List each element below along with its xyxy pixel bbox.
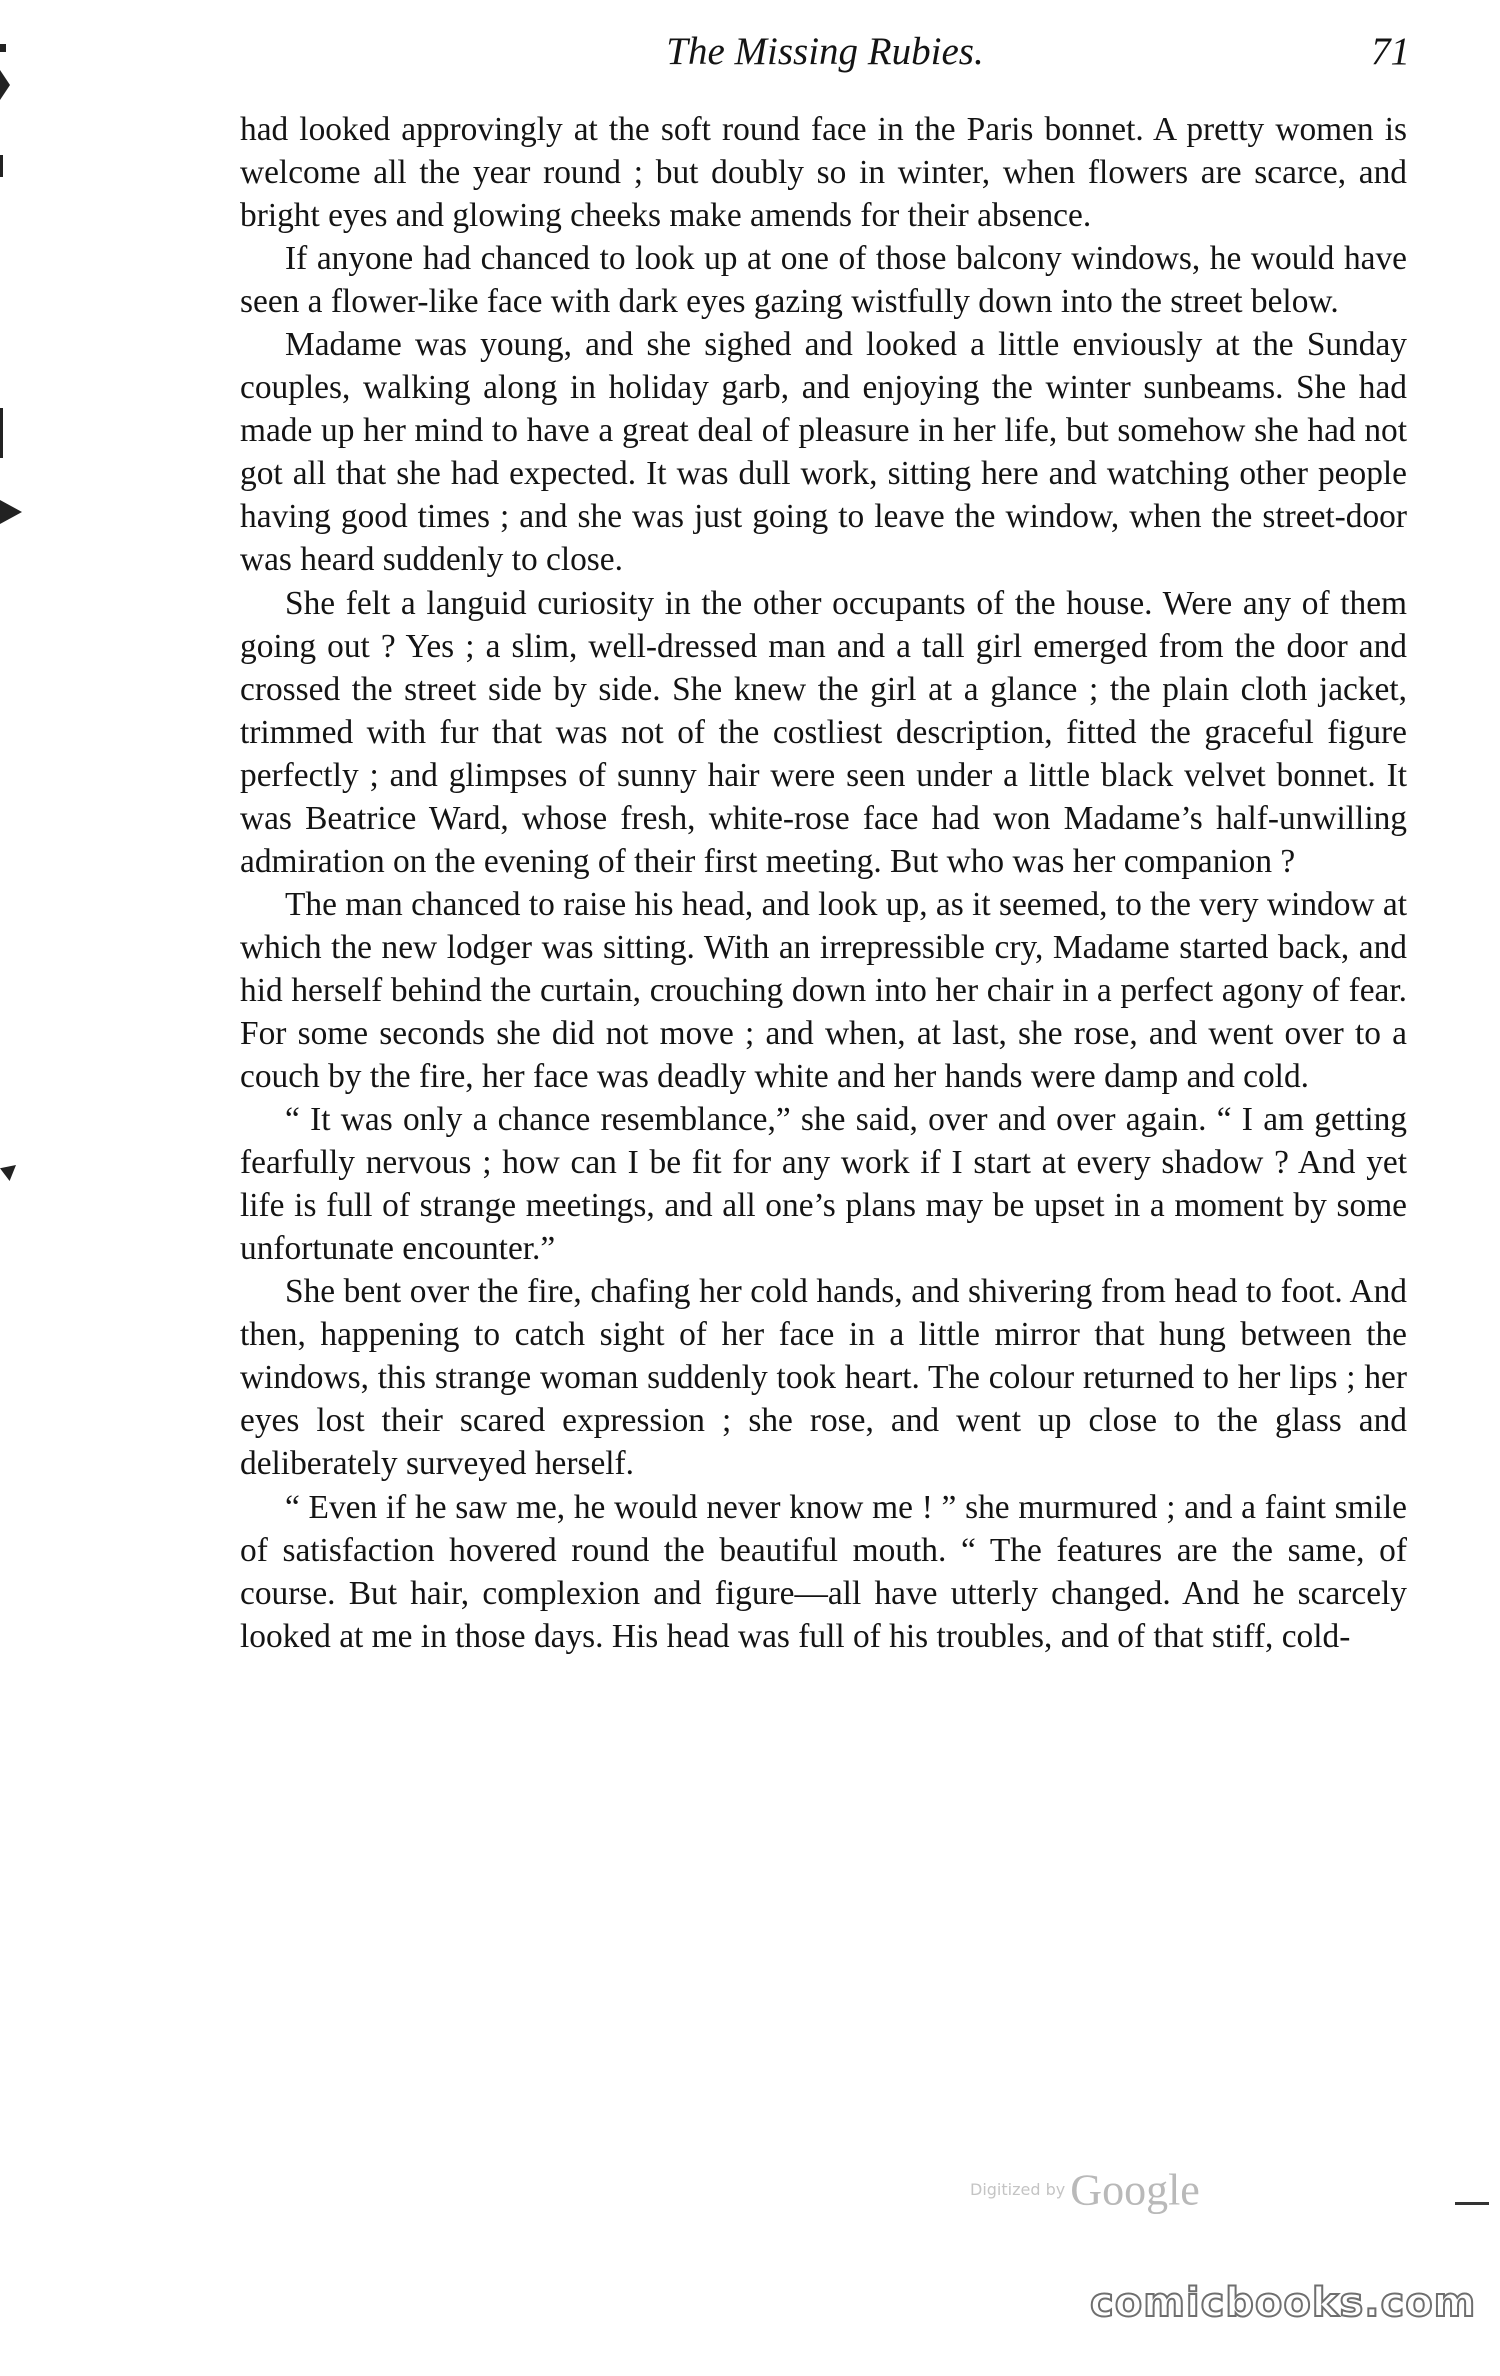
page-header bbox=[240, 28, 1410, 88]
digitized-prefix: Digitized by bbox=[970, 2180, 1066, 2199]
footer-dash bbox=[1455, 2202, 1489, 2205]
margin-mark bbox=[0, 155, 3, 177]
paragraph-2: If anyone had chanced to look up at one of those balcony windows, he would have seen a flower-like face with dark eyes gazing wistfully down into the street below. bbox=[240, 240, 1407, 321]
paragraph-6: “ It was only a chance resemblance,” she said, over and over again. “ I am getting fearfully nervous ; how can I be fit for any work if I start at every shadow ? And yet life is full of strange meetings, and all one’s plans may be upset in a moment by some unfortunate encounter.” bbox=[240, 1101, 1407, 1268]
margin-mark bbox=[0, 408, 3, 458]
paragraph-8: “ Even if he saw me, he would never know me ! ” she murmured ; and a faint smile of satisfaction hovered round the beautiful mouth. “ The features are the same, of course. But hair, complexion and figure—all have utterly changed. And he scarcely looked at me in those days. His head was full of his troubles, and of that stiff, cold- bbox=[240, 1488, 1407, 1655]
margin-mark bbox=[0, 500, 22, 524]
paragraph-4: She felt a languid curiosity in the other occupants of the house. Were any of them going out ? Yes ; a slim, well-dressed man and a tall girl emerged from the door and crossed the street side by side. She knew the girl at a glance ; the plain cloth jacket, trimmed with fur that was not of the costliest description, fitted the graceful figure perfectly ; and glimpses of sunny hair were seen under a little black velvet bonnet. It was Beatrice Ward, whose fresh, white-rose face had won Madame’s half-unwilling admiration on the evening of their first meeting. But who was her companion ? bbox=[240, 584, 1407, 880]
body-text bbox=[240, 108, 1407, 1658]
paragraph-5: The man chanced to raise his head, and look up, as it seemed, to the very window at which the new lodger was sitting. With an irrepressible cry, Madame started back, and hid herself behind the curtain, crouching down into her chair in a perfect agony of fear. For some seconds she did not move ; and when, at last, she rose, and went over to a couch by the fire, her face was deadly white and her hands were damp and cold. bbox=[240, 885, 1407, 1096]
google-logo: Google bbox=[1070, 2165, 1200, 2215]
margin-mark bbox=[0, 1165, 16, 1181]
page-footer bbox=[960, 2150, 1477, 2350]
margin-mark bbox=[0, 70, 10, 100]
paragraph-1: had looked approvingly at the soft round face in the Paris bonnet. A pretty women is welcome all the year round ; but doubly so in winter, when flowers are scarce, and bright eyes and glowing cheeks make amends for their absence. bbox=[240, 111, 1407, 235]
margin-mark bbox=[0, 44, 6, 52]
page-number: 71 bbox=[1371, 30, 1410, 73]
paragraph-7: She bent over the fire, chafing her cold hands, and shivering from head to foot. And then, happening to catch sight of her face in a little mirror that hung between the windows, this strange woman suddenly took heart. The colour returned to her lips ; her eyes lost their scared expression ; she rose, and went up close to the glass and deliberately surveyed herself. bbox=[240, 1273, 1407, 1483]
site-watermark: comicbooks.com bbox=[1090, 2280, 1477, 2326]
digitized-notice bbox=[970, 2165, 1200, 2215]
paragraph-3: Madame was young, and she sighed and looked a little enviously at the Sunday couples, walking along in holiday garb, and enjoying the winter sunbeams. She had made up her mind to have a great deal of pleasure in her life, but somehow she had not got all that she had expected. It was dull work, sitting here and watching other people having good times ; and she was just going to leave the window, when the street-door was heard suddenly to close. bbox=[240, 326, 1407, 579]
running-title: The Missing Rubies. bbox=[666, 30, 984, 73]
